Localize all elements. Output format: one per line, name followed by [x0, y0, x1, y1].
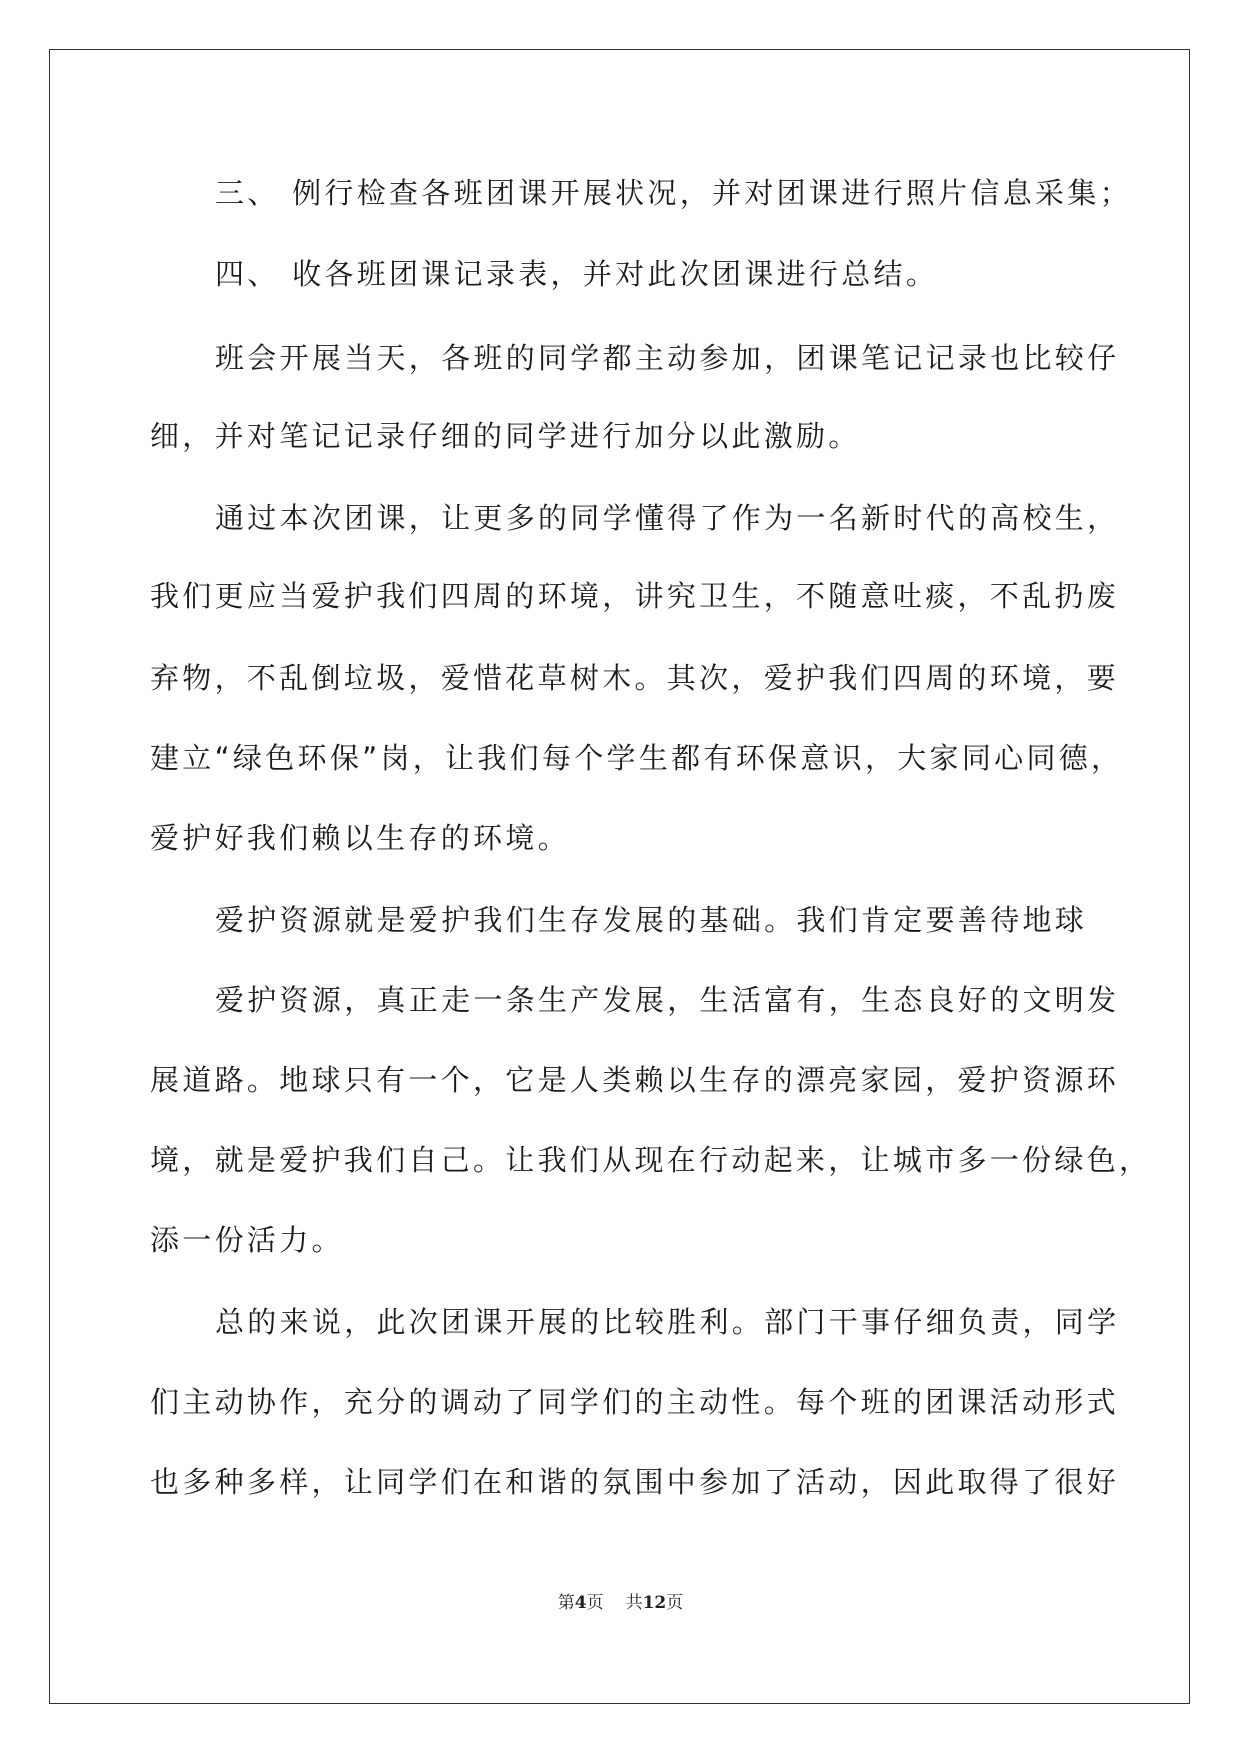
- text-line: 也多种多样，让同学们在和谐的氛围中参加了活动，因此取得了很好: [150, 1465, 1120, 1499]
- footer-total-suffix: 页: [666, 1593, 684, 1613]
- text-line: 通过本次团课，让更多的同学懂得了作为一名新时代的高校生，: [215, 501, 1120, 535]
- text-line: 爱护好我们赖以生存的环境。: [150, 821, 570, 855]
- text-line: 添一份活力。: [150, 1223, 344, 1257]
- footer-page-number: 4: [574, 1593, 587, 1613]
- footer-total-prefix: 共: [625, 1593, 643, 1613]
- footer-total-pages: 12: [642, 1593, 667, 1613]
- text-line: 弃物，不乱倒垃圾，爱惜花草树木。其次，爱护我们四周的环境，要: [150, 661, 1120, 695]
- text-line: 三、 例行检查各班团课开展状况，并对团课进行照片信息采集；: [215, 176, 1132, 210]
- page-footer: [0, 1592, 1241, 1614]
- text-line: 班会开展当天，各班的同学都主动参加，团课笔记记录也比较仔: [215, 341, 1120, 375]
- text-line: 细，并对笔记记录仔细的同学进行加分以此激励。: [150, 419, 861, 453]
- footer-page-suffix: 页: [586, 1593, 604, 1613]
- text-line: 总的来说，此次团课开展的比较胜利。部门干事仔细负责，同学: [215, 1305, 1120, 1339]
- text-line: 四、 收各班团课记录表，并对此次团课进行总结。: [215, 257, 939, 291]
- text-line: 爱护资源就是爱护我们生存发展的基础。我们肯定要善待地球: [215, 903, 1088, 937]
- text-line: 建立“绿色环保”岗，让我们每个学生都有环保意识，大家同心同德，: [150, 741, 1124, 775]
- text-line: 我们更应当爱护我们四周的环境，讲究卫生，不随意吐痰，不乱扔废: [150, 579, 1120, 613]
- footer-page-prefix: 第: [557, 1593, 575, 1613]
- text-line: 爱护资源，真正走一条生产发展，生活富有，生态良好的文明发: [215, 983, 1120, 1017]
- page-border: [49, 49, 1190, 1704]
- text-line: 们主动协作，充分的调动了同学们的主动性。每个班的团课活动形式: [150, 1385, 1120, 1419]
- text-line: 境，就是爱护我们自己。让我们从现在行动起来，让城市多一份绿色，: [150, 1143, 1152, 1177]
- text-line: 展道路。地球只有一个，它是人类赖以生存的漂亮家园，爱护资源环: [150, 1063, 1120, 1097]
